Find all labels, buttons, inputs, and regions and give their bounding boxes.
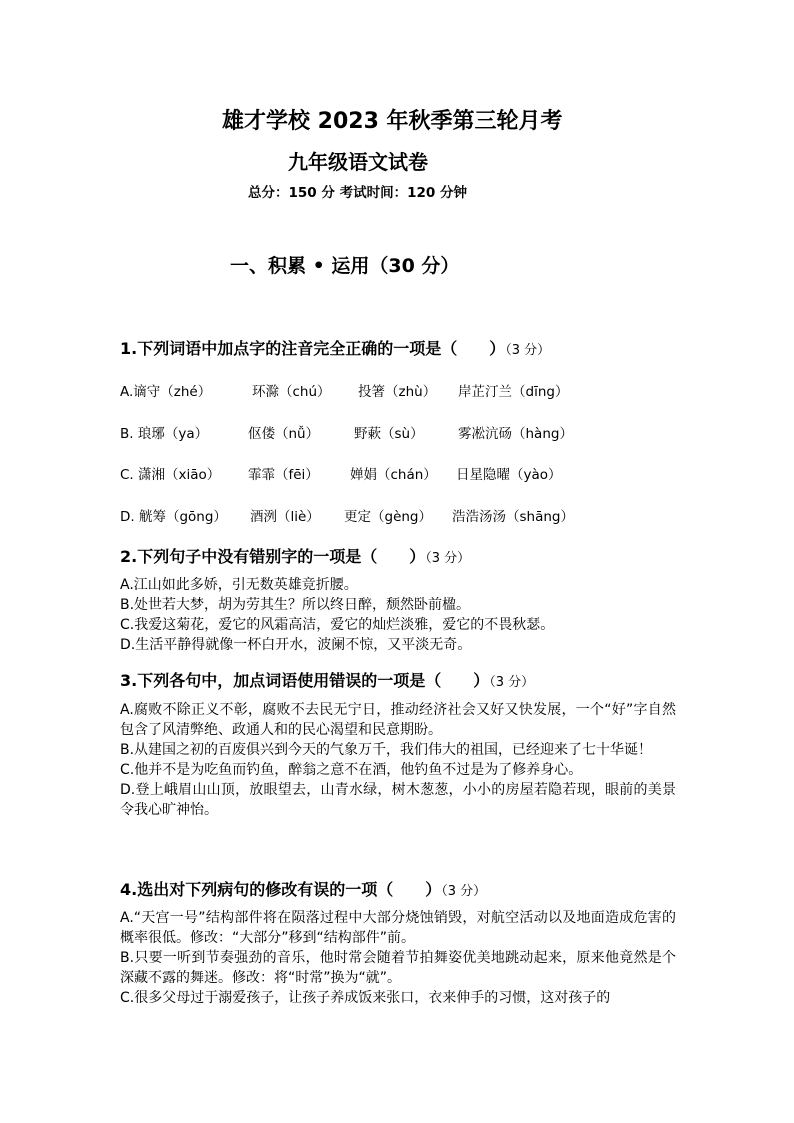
option-b: B.从建国之初的百废俱兴到今天的气象万千，我们伟大的祖国，已经迎来了七十华诞！ (120, 742, 653, 758)
question-1-option-d (120, 505, 574, 525)
question-1-option-a (120, 380, 568, 400)
question-3-options (120, 700, 676, 820)
question-4-title (120, 877, 486, 900)
option-c: C.他并不是为吃鱼而钓鱼，醉翁之意不在酒，他钓鱼不过是为了修养身心。 (120, 762, 583, 778)
option-a: A.腐败不除正义不彰，腐败不去民无宁日，推动经济社会又好又快发展，一个“好”字自然包含了风清弊绝、政通人和的民心渴望和民意期盼。 (120, 702, 676, 738)
exam-subtitle: 九年级语文试卷 (288, 150, 428, 174)
exam-title: 雄才学校 2023 年秋季第三轮月考 (222, 109, 563, 134)
section-heading: 一、积累 • 运用（30 分） (230, 255, 460, 277)
option-item: B. 琅琊（ya） (120, 426, 209, 442)
question-1-option-b (120, 422, 573, 442)
question-2-title (120, 544, 470, 567)
question-title-text: 4.选出对下列病句的修改有误的一项（ ） (120, 880, 442, 899)
option-item: 酒洌（liè） (250, 509, 320, 525)
option-item: C. 潇湘（xiāo） (120, 467, 221, 483)
option-d: D.登上峨眉山山顶，放眼望去，山青水绿，树木葱葱，小小的房屋若隐若现，眼前的美景令我心旷神怡。 (120, 782, 676, 818)
option-item: 浩浩汤汤（shāng） (452, 509, 574, 525)
option-item: 环滁（chú） (252, 384, 331, 400)
question-title-text: 3.下列各句中，加点词语使用错误的一项是（ ） (120, 671, 490, 690)
option-item: 野蔌（sù） (354, 426, 424, 442)
option-item: 霏霏（fēi） (248, 467, 319, 483)
option-d: D.生活平静得就像一杯白开水，波阑不惊，又平淡无奇。 (120, 637, 472, 653)
option-item: 岸芷汀兰（dīng） (458, 384, 569, 400)
option-item: 日星隐曜（yào） (456, 467, 562, 483)
option-item: D. 觥筹（gōng） (120, 509, 227, 525)
question-score: （3 分） (489, 675, 535, 690)
question-2-options (120, 575, 676, 655)
option-c: C.我爱这菊花，爱它的风霜高洁，爱它的灿烂淡雅，爱它的不畏秋瑟。 (120, 617, 555, 633)
question-score: （3 分） (441, 884, 487, 899)
option-item: 更定（gèng） (344, 509, 433, 525)
option-item: 伛偻（nǚ） (248, 426, 320, 442)
question-4-options (120, 908, 676, 1008)
question-title-text: 2.下列句子中没有错别字的一项是（ ） (120, 547, 426, 566)
exam-meta: 总分：150 分 考试时间：120 分钟 (248, 185, 467, 201)
option-b: B.只要一听到节奏强劲的音乐，他时常会随着节拍舞姿优美地跳动起来，原来他竟然是个深藏不露的舞迷。修改：将“时常”换为“就”。 (120, 950, 676, 986)
option-b: B.处世若大梦，胡为劳其生？所以终日醉，颓然卧前楹。 (120, 597, 471, 613)
question-title-text: 1.下列词语中加点字的注音完全正确的一项是（ ） (120, 339, 506, 358)
option-item: A.谪守（zhé） (120, 384, 212, 400)
option-item: 投箸（zhù） (358, 384, 437, 400)
option-item: 婵娟（chán） (350, 467, 437, 483)
option-item: 雾凇沆砀（hàng） (458, 426, 573, 442)
option-a: A.“天宫一号”结构部件将在陨落过程中大部分烧蚀销毁，对航空活动以及地面造成危害的概率很低。修改：“大部分”移到“结构部件”前。 (120, 910, 676, 946)
option-a: A.江山如此多娇，引无数英雄竞折腰。 (120, 577, 358, 593)
option-c: C.很多父母过于溺爱孩子，让孩子养成饭来张口，衣来伸手的习惯，这对孩子的 (120, 990, 611, 1006)
question-1-option-c (120, 463, 562, 483)
question-3-title (120, 668, 534, 691)
question-score: （3 分） (505, 343, 551, 358)
question-score: （3 分） (425, 551, 471, 566)
question-1-title (120, 336, 550, 359)
